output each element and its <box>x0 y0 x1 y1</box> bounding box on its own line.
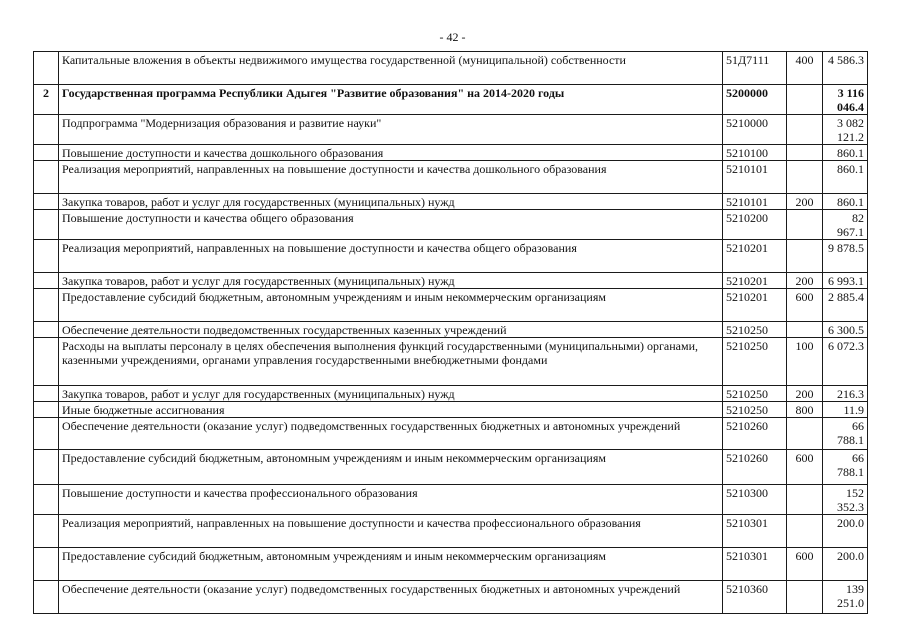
row-name: Предоставление субсидий бюджетным, автономным учреждениям и иным некоммерческим организациям <box>59 289 723 322</box>
row-expense-type: 600 <box>787 548 823 581</box>
row-amount: 860.1 <box>823 145 868 161</box>
row-number <box>34 548 59 581</box>
row-expense-type <box>787 515 823 548</box>
row-name: Подпрограмма "Модернизация образования и развитие науки" <box>59 115 723 145</box>
row-number <box>34 485 59 515</box>
row-amount: 200.0 <box>823 515 868 548</box>
row-number <box>34 115 59 145</box>
row-target-code: 5210250 <box>723 386 787 402</box>
row-number <box>34 386 59 402</box>
row-target-code: 5210260 <box>723 418 787 450</box>
row-expense-type <box>787 581 823 614</box>
row-name: Повышение доступности и качества профессионального образования <box>59 485 723 515</box>
row-number: 2 <box>34 85 59 115</box>
row-target-code: 5210301 <box>723 548 787 581</box>
row-target-code: 5210100 <box>723 145 787 161</box>
row-amount: 6 993.1 <box>823 273 868 289</box>
row-expense-type <box>787 210 823 240</box>
row-amount: 200.0 <box>823 548 868 581</box>
row-name: Повышение доступности и качества общего образования <box>59 210 723 240</box>
row-expense-type: 200 <box>787 386 823 402</box>
table-row <box>34 515 868 548</box>
table-row <box>34 210 868 240</box>
row-target-code: 5210201 <box>723 273 787 289</box>
row-expense-type <box>787 145 823 161</box>
row-name: Реализация мероприятий, направленных на повышение доступности и качества общего образования <box>59 240 723 273</box>
row-amount: 3 082 121.2 <box>823 115 868 145</box>
row-name: Закупка товаров, работ и услуг для государственных (муниципальных) нужд <box>59 386 723 402</box>
table-row <box>34 450 868 485</box>
row-target-code: 5210260 <box>723 450 787 485</box>
table-row <box>34 194 868 210</box>
row-target-code: 5210200 <box>723 210 787 240</box>
row-number <box>34 240 59 273</box>
row-target-code: 5210201 <box>723 289 787 322</box>
row-name: Повышение доступности и качества дошкольного образования <box>59 145 723 161</box>
row-amount: 152 352.3 <box>823 485 868 515</box>
table-row <box>34 85 868 115</box>
row-target-code: 5210250 <box>723 338 787 386</box>
row-number <box>34 161 59 194</box>
row-target-code: 5210101 <box>723 194 787 210</box>
row-target-code: 51Д7111 <box>723 52 787 85</box>
row-expense-type <box>787 418 823 450</box>
table-row <box>34 273 868 289</box>
row-number <box>34 194 59 210</box>
row-number <box>34 338 59 386</box>
row-expense-type <box>787 322 823 338</box>
row-expense-type: 400 <box>787 52 823 85</box>
row-amount: 6 300.5 <box>823 322 868 338</box>
table-row <box>34 581 868 614</box>
row-number <box>34 210 59 240</box>
table-row <box>34 338 868 386</box>
row-number <box>34 322 59 338</box>
table-row <box>34 485 868 515</box>
table-row <box>34 386 868 402</box>
row-amount: 860.1 <box>823 194 868 210</box>
row-expense-type: 100 <box>787 338 823 386</box>
table-row <box>34 115 868 145</box>
row-amount: 9 878.5 <box>823 240 868 273</box>
row-name: Предоставление субсидий бюджетным, автономным учреждениям и иным некоммерческим организациям <box>59 548 723 581</box>
row-name: Обеспечение деятельности (оказание услуг) подведомственных государственных бюджетных и автономных учреждений <box>59 581 723 614</box>
table-row <box>34 161 868 194</box>
row-expense-type: 600 <box>787 450 823 485</box>
table-row <box>34 240 868 273</box>
row-amount: 82 967.1 <box>823 210 868 240</box>
row-amount: 6 072.3 <box>823 338 868 386</box>
row-expense-type: 800 <box>787 402 823 418</box>
row-target-code: 5210250 <box>723 322 787 338</box>
row-expense-type <box>787 85 823 115</box>
table-row <box>34 322 868 338</box>
row-expense-type <box>787 240 823 273</box>
row-amount: 139 251.0 <box>823 581 868 614</box>
row-name: Закупка товаров, работ и услуг для государственных (муниципальных) нужд <box>59 273 723 289</box>
row-target-code: 5210300 <box>723 485 787 515</box>
row-number <box>34 418 59 450</box>
table-row <box>34 52 868 85</box>
table-row <box>34 418 868 450</box>
row-name: Иные бюджетные ассигнования <box>59 402 723 418</box>
row-target-code: 5210360 <box>723 581 787 614</box>
page-number: - 42 - <box>439 30 466 44</box>
table-row <box>34 548 868 581</box>
row-target-code: 5200000 <box>723 85 787 115</box>
row-expense-type: 200 <box>787 273 823 289</box>
row-amount: 216.3 <box>823 386 868 402</box>
row-number <box>34 515 59 548</box>
row-expense-type <box>787 161 823 194</box>
row-name: Капитальные вложения в объекты недвижимого имущества государственной (муниципальной) собственности <box>59 52 723 85</box>
row-amount: 66 788.1 <box>823 418 868 450</box>
row-amount: 2 885.4 <box>823 289 868 322</box>
row-name: Предоставление субсидий бюджетным, автономным учреждениям и иным некоммерческим организациям <box>59 450 723 485</box>
row-name: Обеспечение деятельности подведомственных государственных казенных учреждений <box>59 322 723 338</box>
row-number <box>34 273 59 289</box>
table-row <box>34 402 868 418</box>
row-target-code: 5210201 <box>723 240 787 273</box>
row-expense-type: 200 <box>787 194 823 210</box>
row-name: Закупка товаров, работ и услуг для государственных (муниципальных) нужд <box>59 194 723 210</box>
row-amount: 66 788.1 <box>823 450 868 485</box>
row-number <box>34 52 59 85</box>
row-target-code: 5210101 <box>723 161 787 194</box>
budget-table <box>33 51 868 614</box>
row-amount: 3 116 046.4 <box>823 85 868 115</box>
row-number <box>34 145 59 161</box>
row-number <box>34 581 59 614</box>
row-target-code: 5210250 <box>723 402 787 418</box>
row-amount: 11.9 <box>823 402 868 418</box>
row-number <box>34 402 59 418</box>
row-expense-type <box>787 115 823 145</box>
row-target-code: 5210301 <box>723 515 787 548</box>
row-name: Государственная программа Республики Адыгея "Развитие образования" на 2014-2020 годы <box>59 85 723 115</box>
row-expense-type <box>787 485 823 515</box>
row-name: Обеспечение деятельности (оказание услуг) подведомственных государственных бюджетных и автономных учреждений <box>59 418 723 450</box>
table-row <box>34 145 868 161</box>
row-target-code: 5210000 <box>723 115 787 145</box>
row-name: Реализация мероприятий, направленных на повышение доступности и качества профессионального образования <box>59 515 723 548</box>
row-number <box>34 450 59 485</box>
row-name: Реализация мероприятий, направленных на повышение доступности и качества дошкольного образования <box>59 161 723 194</box>
row-amount: 4 586.3 <box>823 52 868 85</box>
row-number <box>34 289 59 322</box>
row-expense-type: 600 <box>787 289 823 322</box>
row-amount: 860.1 <box>823 161 868 194</box>
table-row <box>34 289 868 322</box>
row-name: Расходы на выплаты персоналу в целях обеспечения выполнения функций государственными (муниципальными) органами, казенными учреждениями, органами управления государственными внебюджетными фондами <box>59 338 723 386</box>
